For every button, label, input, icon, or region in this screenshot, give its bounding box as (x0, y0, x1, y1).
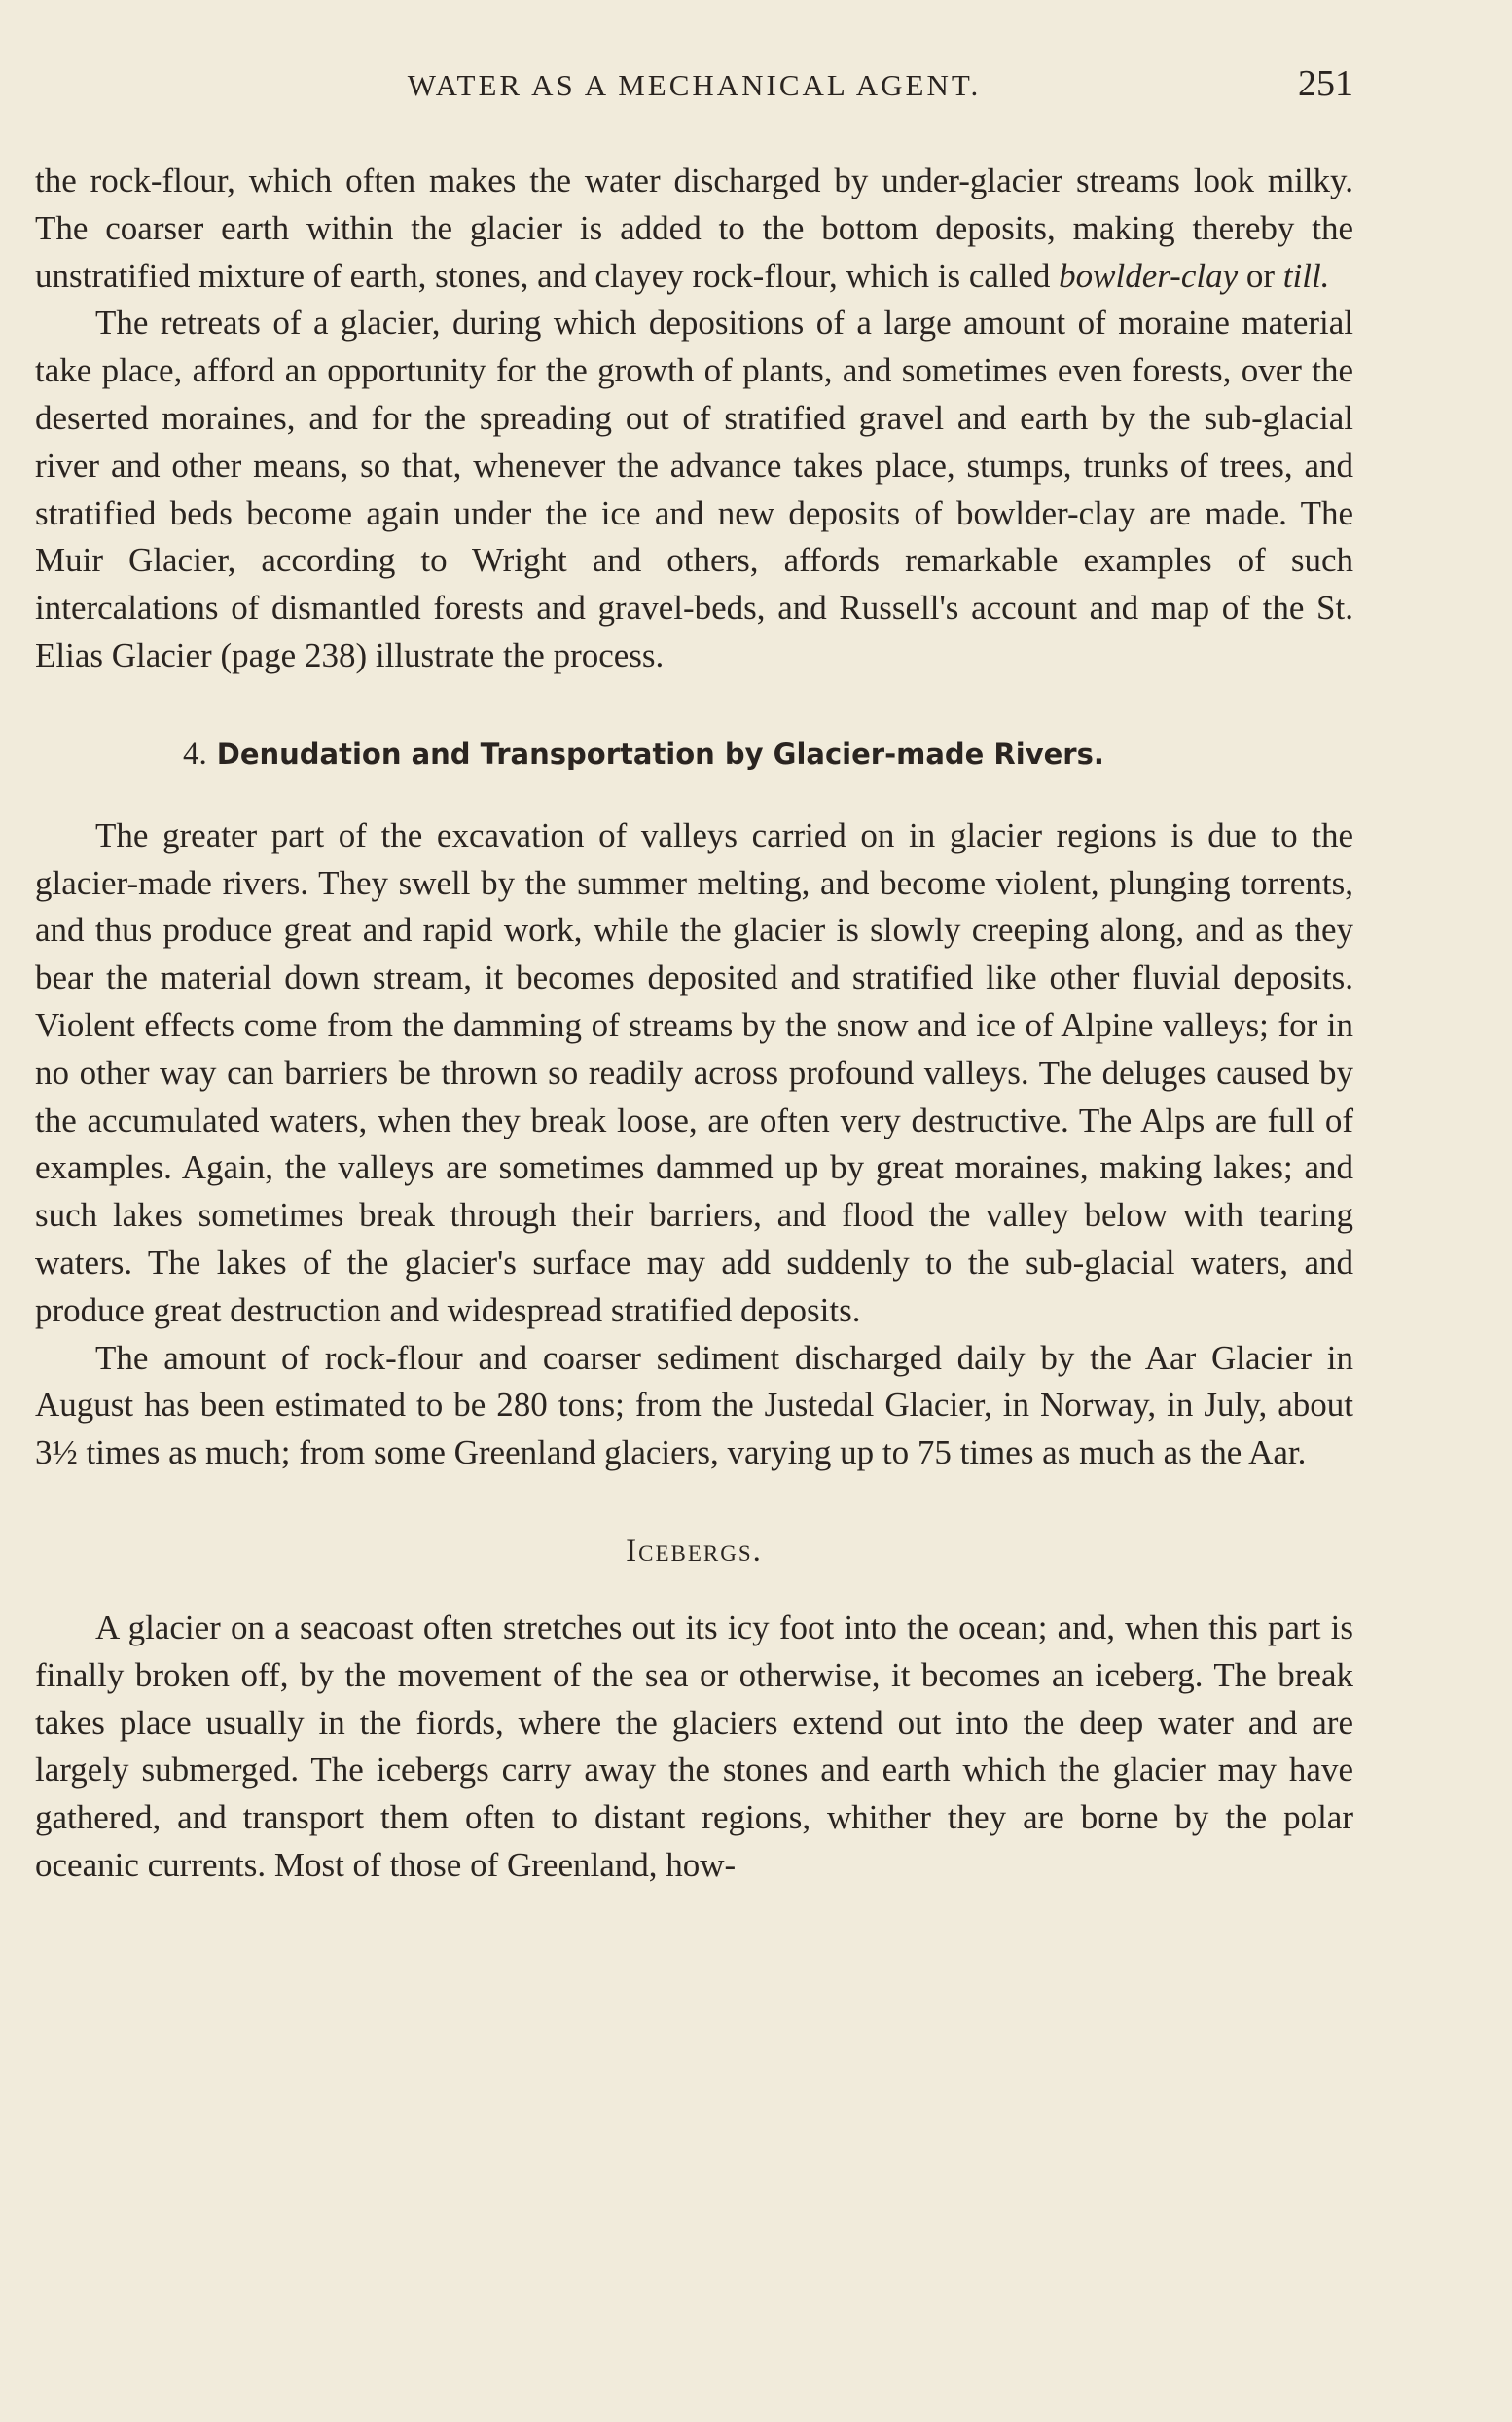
body-paragraph-rivers: The greater part of the excavation of valleys carried on in glacier regions is due to the glacier-made rivers. They swell by the summer melting, and become violent, plunging torrents, and thus produce great and rapid work, while the glacier is slowly creeping along, and as they bear the material down stream, it becomes deposited and stratified like other fluvial deposits. Violent effects come from the damming of streams by the snow and ice of Alpine valleys; for in no other way can barriers be thrown so readily across profound valleys. The deluges caused by the accumulated waters, when they break loose, are often very destructive. The Alps are full of examples. Again, the valleys are sometimes dammed up by great moraines, making lakes; and such lakes sometimes break through their barriers, and flood the valley below with tearing waters. The lakes of the glacier's surface may add suddenly to the sub-glacial waters, and produce great destruction and widespread stratified deposits. (35, 815, 1353, 1329)
book-page (35, 62, 1353, 1890)
paragraph-text: the rock-flour, which often makes the water discharged by under-glacier streams look milky. The coarser earth within the glacier is added to the bottom deposits, making thereby the unstratified mixture of earth, stones, and clayey rock-flour, which is called (35, 162, 1353, 295)
section-heading (35, 735, 1353, 774)
body-paragraph-rock-flour-amount: The amount of rock-flour and coarser sediment discharged daily by the Aar Glacier in August has been estimated to be 280 tons; from the Justedal Glacier, in Norway, in July, about 3½ times as much; from some Greenland glaciers, varying up to 75 times as much as the Aar. (35, 1338, 1353, 1472)
body-paragraph-continued (35, 158, 1353, 300)
connector-text: or (1238, 256, 1283, 295)
running-title: WATER AS A MECHANICAL AGENT. (407, 68, 982, 102)
term-bowlder-clay: bowlder-clay (1059, 256, 1239, 295)
subheading-icebergs: Icebergs. (626, 1533, 763, 1569)
running-head (35, 62, 1353, 117)
section-number: 4. (183, 736, 207, 772)
term-till: till. (1282, 256, 1330, 295)
section-title: Denudation and Transportation by Glacier-made Rivers. (216, 737, 1104, 771)
body-paragraph-retreats: The retreats of a glacier, during which depositions of a large amount of moraine material take place, afford an opportunity for the growth of plants, and sometimes even forests, over the deserted moraines, and for the spreading out of stratified gravel and earth by the sub-glacial river and other means, so that, whenever the advance takes place, stumps, trunks of trees, and stratified beds become again under the ice and new deposits of bowlder-clay are made. The Muir Glacier, according to Wright and others, affords remarkable examples of such intercalations of dismantled forests and gravel-beds, and Russell's account and map of the St. Elias Glacier (page 238) illustrate the process. (35, 304, 1353, 674)
body-paragraph-icebergs: A glacier on a seacoast often stretches out its icy foot into the ocean; and, when this part is finally broken off, by the movement of the sea or otherwise, it becomes an iceberg. The break takes place usually in the fiords, where the glaciers extend out into the deep water and are largely submerged. The icebergs carry away the stones and earth which the glacier may have gathered, and transport them often to distant regions, whither they are borne by the polar oceanic currents. Most of those of Greenland, how- (35, 1608, 1353, 1884)
page-number: 251 (1298, 63, 1353, 104)
